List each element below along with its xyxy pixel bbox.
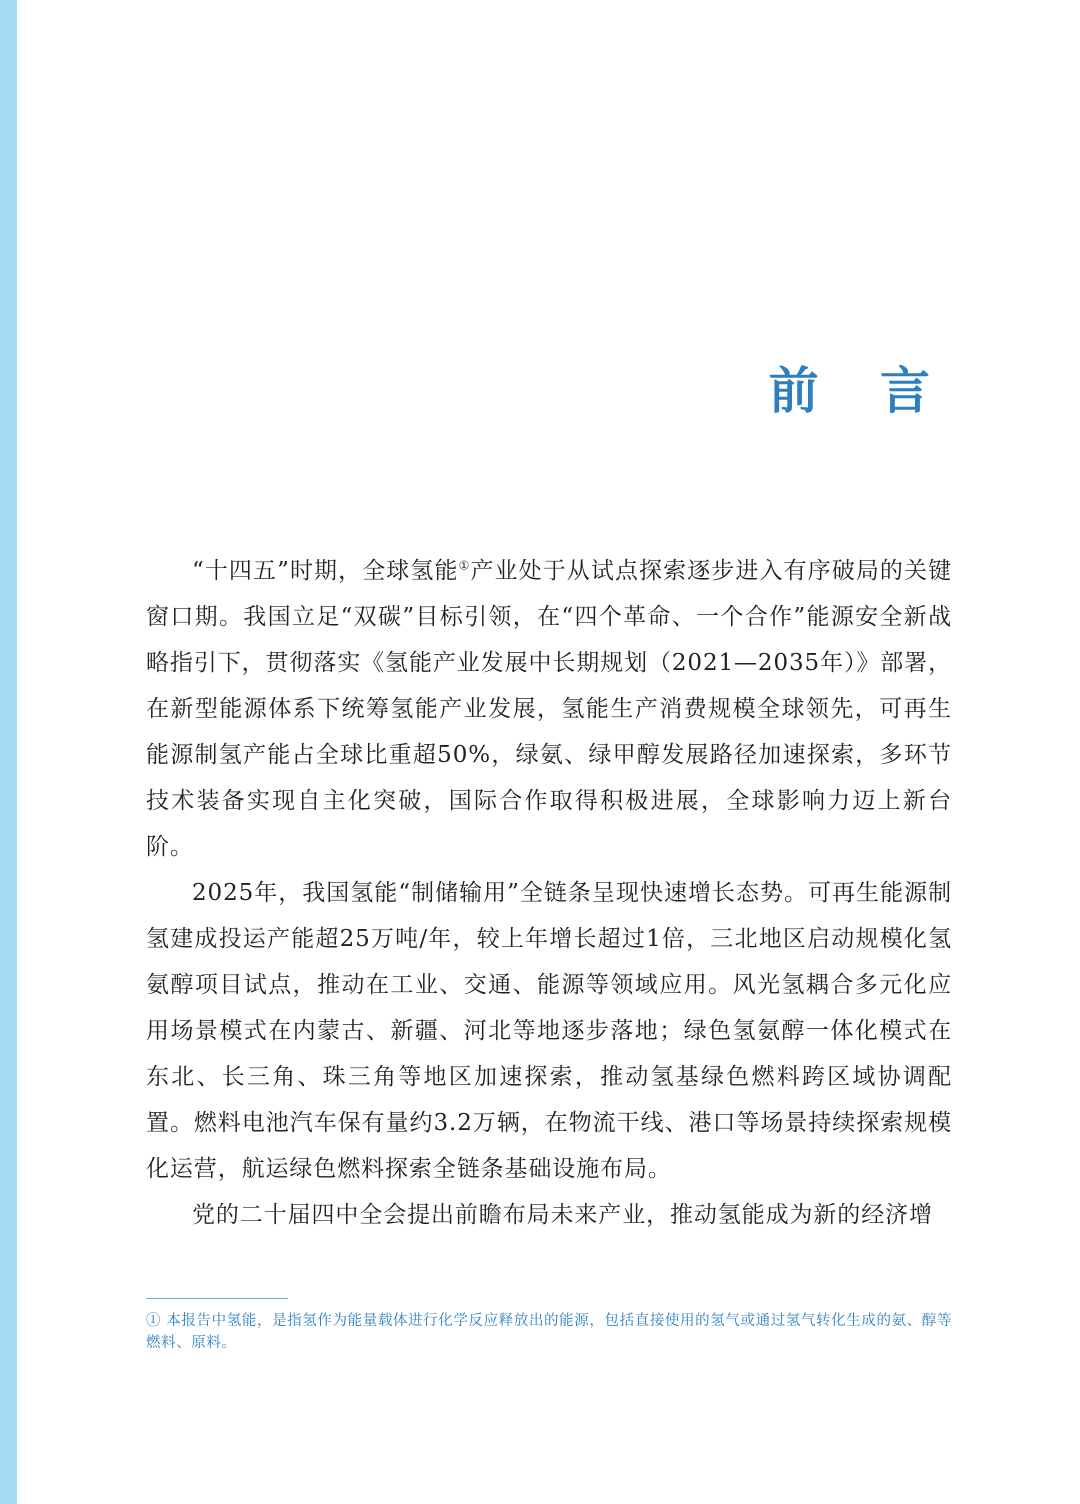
paragraph-1-rest: 产业处于从试点探索逐步进入有序破局的关键窗口期。我国立足“双碳”目标引领，在“四个革命、一个合作”能源安全新战略指引下，贯彻落实《氢能产业发展中长期规划（2021—2035年）》部署，在新型能源体系下统筹氢能产业发展，氢能生产消费规模全球领先，可再生能源制氢产能占全球比重超50%，绿氨、绿甲醇发展路径加速探索，多环节技术装备实现自主化突破，国际合作取得积极进展，全球影响力迈上新台阶。 <box>146 558 952 860</box>
footnote: ① 本报告中氢能，是指氢作为能量载体进行化学反应释放出的能源，包括直接使用的氢气或通过氢气转化生成的氨、醇等燃料、原料。 <box>146 1313 952 1351</box>
paragraph-2: 2025年，我国氢能“制储输用”全链条呈现快速增长态势。可再生能源制氢建成投运产能超25万吨/年，较上年增长超过1倍，三北地区启动规模化氢氨醇项目试点，推动在工业、交通、能源等领域应用。风光氢耦合多元化应用场景模式在内蒙古、新疆、河北等地逐步落地；绿色氢氨醇一体化模式在东北、长三角、珠三角等地区加速探索，推动氢基绿色燃料跨区域协调配置。燃料电池汽车保有量约3.2万辆，在物流干线、港口等场景持续探索规模化运营，航运绿色燃料探索全链条基础设施布局。 <box>146 880 952 1182</box>
footnote-reference[interactable]: ① <box>458 558 471 573</box>
side-color-band <box>0 0 17 1504</box>
body-text <box>146 548 952 1238</box>
paragraph-3: 党的二十届四中全会提出前瞻布局未来产业，推动氢能成为新的经济增 <box>192 1202 933 1228</box>
footnote-divider <box>146 1298 288 1299</box>
paragraph-1 <box>146 548 952 870</box>
paragraph-1-start: “十四五”时期，全球氢能 <box>192 558 459 584</box>
page-title: 前 言 <box>768 362 952 420</box>
